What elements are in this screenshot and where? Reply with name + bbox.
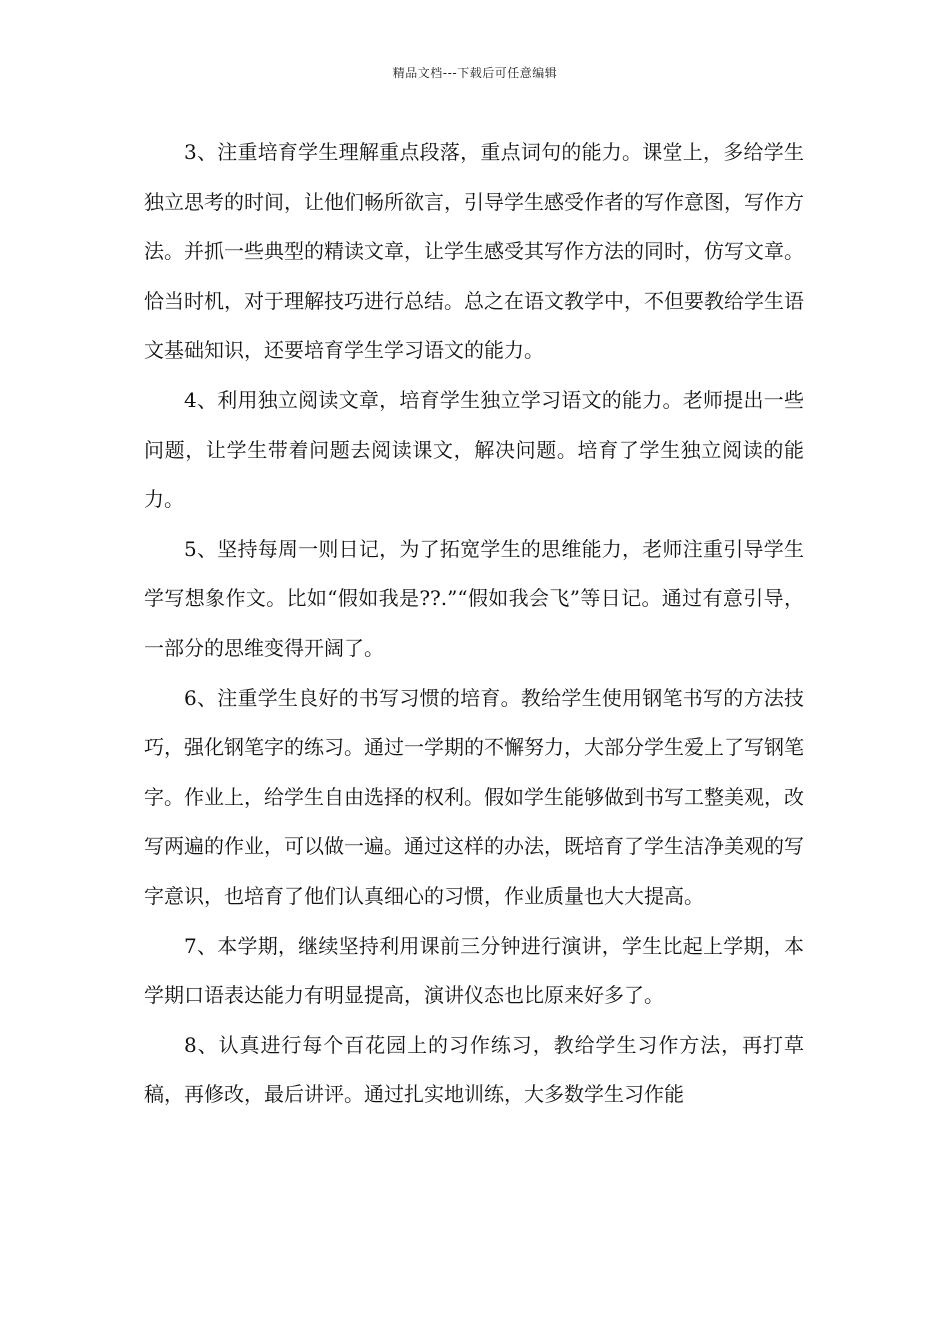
paragraph-7: 7、本学期，继续坚持利用课前三分钟进行演讲，学生比起上学期，本学期口语表达能力有明显提高，演讲仪态也比原来好多了。 [144,933,804,1008]
document-body [144,128,804,1120]
paragraph-4: 4、利用独立阅读文章，培育学生独立学习语文的能力。老师提出一些问题，让学生带着问题去阅读课文，解决问题。培育了学生独立阅读的能力。 [144,387,804,512]
paragraph-6: 6、注重学生良好的书写习惯的培育。教给学生使用钢笔书写的方法技巧，强化钢笔字的练习。通过一学期的不懈努力，大部分学生爱上了写钢笔字。作业上，给学生自由选择的权利。假如学生能够做到书写工整美观，改写两遍的作业，可以做一遍。通过这样的办法，既培育了学生洁净美观的写字意识，也培育了他们认真细心的习惯，作业质量也大大提高。 [144,685,804,908]
page-header: 精品文档---下载后可任意编辑 [392,66,558,80]
paragraph-5: 5、坚持每周一则日记，为了拓宽学生的思维能力，老师注重引导学生学写想象作文。比如“假如我是??.”“假如我会飞”等日记。通过有意引导，一部分的思维变得开阔了。 [144,536,804,660]
paragraph-3: 3、注重培育学生理解重点段落，重点词句的能力。课堂上，多给学生独立思考的时间，让他们畅所欲言，引导学生感受作者的写作意图，写作方法。并抓一些典型的精读文章，让学生感受其写作方法的同时，仿写文章。恰当时机，对于理解技巧进行总结。总之在语文教学中，不但要教给学生语文基础知识，还要培育学生学习语文的能力。 [144,140,804,363]
paragraph-8: 8、认真进行每个百花园上的习作练习，教给学生习作方法，再打草稿，再修改，最后讲评。通过扎实地训练，大多数学生习作能 [144,1032,804,1107]
